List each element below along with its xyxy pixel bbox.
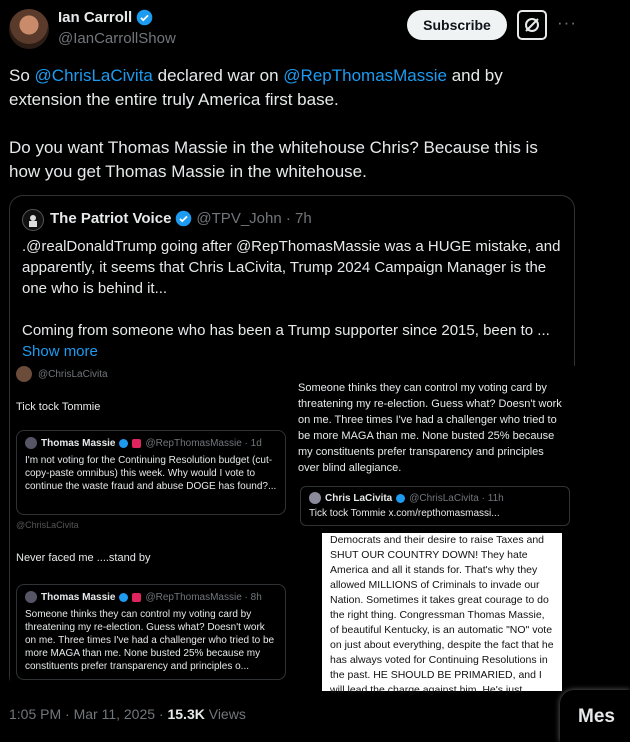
media-tick-tock: Tick tock Tommie	[16, 401, 101, 413]
tweet-text-mid: declared war on	[152, 66, 284, 85]
flag-badge-icon	[132, 593, 141, 602]
media-never-faced: Never faced me ....stand by	[16, 552, 151, 564]
lc-body: Tick tock Tommie x.com/repthomasmassi...	[309, 508, 500, 519]
tweet-timestamp[interactable]: 1:05 PM · Mar 11, 2025 ·	[9, 706, 168, 722]
cut-handle: @ChrisLaCivita	[16, 520, 79, 530]
grok-button[interactable]	[517, 10, 547, 40]
card2-name: Thomas Massie	[41, 591, 116, 603]
messages-drawer[interactable]: Mes	[560, 690, 630, 742]
massie-avatar	[25, 591, 37, 603]
embedded-massie-card-1	[16, 430, 286, 515]
truth-social-screenshot: Democrats and their desire to raise Taxes and SHUT OUR COUNTRY DOWN! They hate America and all it stands for. That's why they allowed MILLIONS of Criminals to invade our Nation. Sometimes it takes great courage to do the right thing. Congressman Thomas Massie, of beautiful Kentucky, is an automatic "NO" vote on just about everything, despite the fact that he has always voted for Continuing Resolutions in the past. HE SHOULD BE PRIMARIED, and I will lead the charge against him. He's just	[322, 533, 562, 691]
quote-author-handle[interactable]: @TPV_John · 7h	[196, 210, 312, 227]
embedded-lacivita-card	[300, 486, 570, 526]
verified-badge-icon	[175, 210, 192, 227]
views-label: Views	[204, 706, 246, 722]
views-count: 15.3K	[167, 706, 205, 722]
verified-badge-icon	[396, 494, 405, 503]
quote-para2: Coming from someone who has been a Trump supporter since 2015, been to ...	[22, 322, 550, 339]
media-right-text: Someone thinks they can control my voting card by threatening my re-election. Guess what? Doesn't work on me. Three times I've had a challenger who tried to be more MAGA than me. None busted 25% because my constituents prefer transparency and principles over blind allegiance.	[298, 382, 562, 474]
more-options-icon[interactable]: ···	[557, 13, 577, 32]
quote-text	[22, 236, 567, 362]
tweet-text-suffix: and by extension the entire truly America first base.	[9, 66, 503, 109]
tweet-text	[9, 64, 569, 184]
mention-repthomasmassie[interactable]: @RepThomasMassie	[283, 66, 447, 85]
tweet-footer	[9, 706, 246, 722]
quote-author-row[interactable]	[50, 210, 312, 227]
quote-media-image[interactable]	[10, 366, 576, 696]
media-avatar	[16, 366, 32, 382]
quote-para1: .@realDonaldTrump going after @RepThomasMassie was a HUGE mistake, and apparently, it seems that Chris LaCivita, Trump 2024 Campaign Manager is the one who is behind it...	[22, 238, 561, 297]
author-name-row[interactable]	[58, 9, 153, 26]
tweet-text-line2: Do you want Thomas Massie in the whitehouse Chris? Because this is how you get Thomas Massie in the whitehouse.	[9, 138, 538, 181]
card1-body: I'm not voting for the Continuing Resolution budget (cut-copy-paste omnibus) this week. Why would I vote to continue the waste fraud and abuse DOGE has found?...	[25, 455, 277, 492]
quote-avatar[interactable]	[22, 209, 44, 231]
author-name[interactable]: Ian Carroll	[58, 9, 133, 26]
tweet-text-prefix: So	[9, 66, 35, 85]
author-handle[interactable]: @IanCarrollShow	[58, 30, 176, 47]
card1-name: Thomas Massie	[41, 437, 116, 449]
card1-handle: @RepThomasMassie · 1d	[145, 437, 262, 449]
lc-name: Chris LaCivita	[325, 492, 393, 504]
media-top-header	[16, 366, 108, 382]
lc-handle: @ChrisLaCivita · 11h	[409, 492, 504, 504]
grok-icon	[523, 16, 541, 34]
media-top-handle: @ChrisLaCivita	[38, 368, 108, 380]
patriot-silhouette-icon	[26, 213, 40, 227]
quoted-tweet[interactable]	[9, 195, 575, 696]
verified-badge-icon	[119, 439, 128, 448]
flag-badge-icon	[132, 439, 141, 448]
card2-body: Someone thinks they can control my voting card by threatening my re-election. Guess what? Doesn't work on me. Three times I've had a challenger who tried to be more MAGA than me. None busted 25% because my constituents prefer transparency and principles o...	[25, 609, 275, 672]
quote-author-name[interactable]: The Patriot Voice	[50, 210, 172, 227]
show-more-link[interactable]: Show more	[22, 343, 98, 360]
author-avatar[interactable]	[9, 9, 49, 49]
verified-badge-icon	[136, 9, 153, 26]
verified-badge-icon	[119, 593, 128, 602]
embedded-massie-card-2	[16, 584, 286, 680]
massie-avatar	[25, 437, 37, 449]
subscribe-button[interactable]: Subscribe	[407, 10, 507, 40]
lacivita-avatar	[309, 492, 321, 504]
card2-handle: @RepThomasMassie · 8h	[145, 591, 262, 603]
mention-chrislacivita[interactable]: @ChrisLaCivita	[34, 66, 153, 85]
